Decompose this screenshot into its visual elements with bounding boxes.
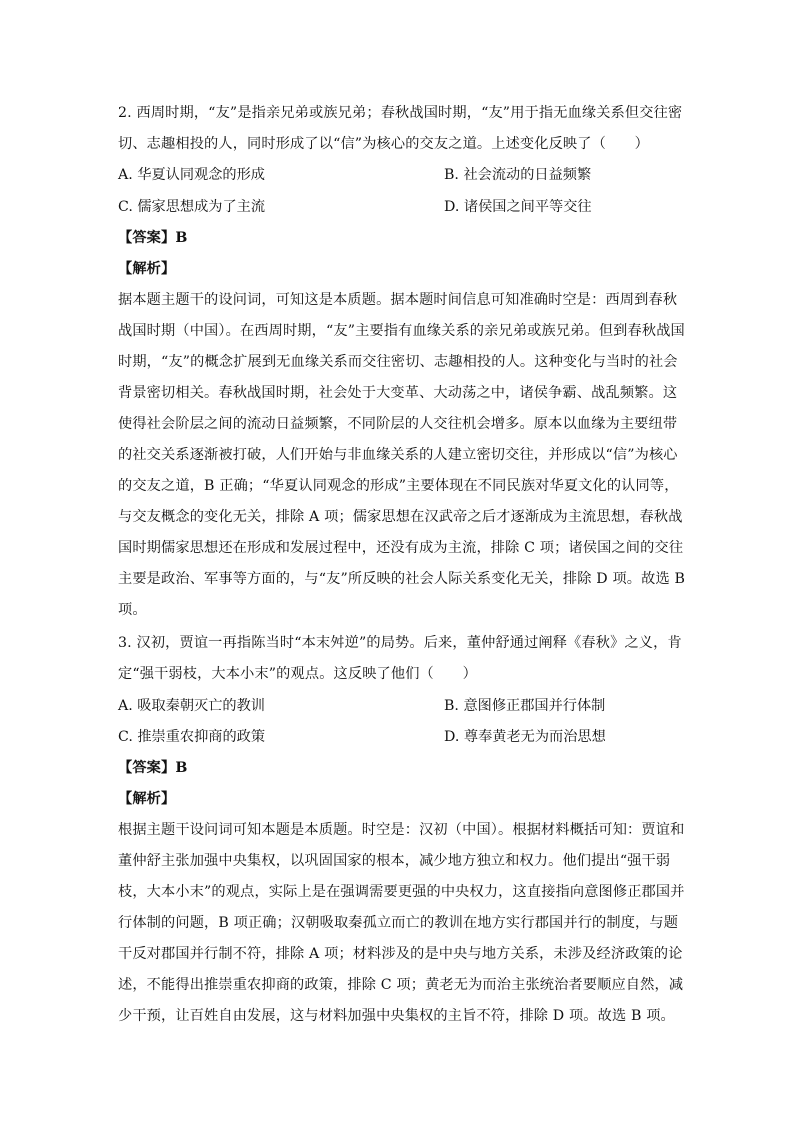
q2-analysis-line-9: 国时期儒家思想还在形成和发展过程中，还没有成为主流，排除 C 项；诸侯国之间的交往 xyxy=(118,540,684,556)
q2-analysis-line-8: 与交友概念的变化无关，排除 A 项；儒家思想在汉武帝之后才逐渐成为主流思想，春秋战 xyxy=(118,509,683,525)
q2-analysis-line-3: 时期，“友”的概念扩展到无血缘关系而交往密切、志趣相投的人。这种变化与当时的社会 xyxy=(118,354,678,370)
q3-stem-line-1: 3. 汉初，贾谊一再指陈当时“本末舛逆”的局势。后来，董仲舒通过阐释《春秋》之义，肯 xyxy=(118,635,682,651)
q2-analysis-line-5: 使得社会阶层之间的流动日益频繁，不同阶层的人交往机会增多。原本以血缘为主要纽带 xyxy=(118,416,678,432)
q2-analysis-line-11: 项。 xyxy=(118,602,147,618)
q2-analysis-line-6: 的社交关系逐渐被打破，人们开始与非血缘关系的人建立密切交往，并形成以“信”为核心 xyxy=(118,447,678,463)
q2-analysis-line-7: 的交友之道，B 正确；“华夏认同观念的形成”主要体现在不同民族对华夏文化的认同等， xyxy=(118,478,679,494)
q3-analysis-line-6: 述，不能得出推崇重农抑商的政策，排除 C 项；黄老无为而治主张统治者要顺应自然，减 xyxy=(118,977,684,993)
q3-analysis-line-2: 董仲舒主张加强中央集权，以巩固国家的根本，减少地方独立和权力。他们提出“强干弱 xyxy=(118,853,671,869)
q2-option-b: B. 社会流动的日益频繁 xyxy=(444,167,592,183)
q2-option-d: D. 诸侯国之间平等交往 xyxy=(444,199,592,215)
q2-stem-line-2: 切、志趣相投的人，同时形成了以“信”为核心的交友之道。上述变化反映了（ ） xyxy=(118,136,649,152)
q2-answer: 【答案】B xyxy=(118,230,188,246)
q2-option-c: C. 儒家思想成为了主流 xyxy=(118,199,266,215)
q3-analysis-heading: 【解析】 xyxy=(118,791,176,807)
q2-analysis-line-2: 战国时期（中国）。在西周时期，“友”主要指有血缘关系的亲兄弟或族兄弟。但到春秋战国 xyxy=(118,323,685,339)
q3-analysis-line-1: 根据主题干设问词可知本题是本质题。时空是：汉初（中国）。根据材料概括可知：贾谊和 xyxy=(118,822,685,838)
q3-analysis-line-5: 干反对郡国并行制不符，排除 A 项；材料涉及的是中央与地方关系，未涉及经济政策的论 xyxy=(118,946,683,962)
q3-analysis-line-3: 枝，大本小末”的观点，实际上是在强调需要更强的中央权力，这直接指向意图修正郡国并 xyxy=(118,884,685,900)
q2-option-a: A. 华夏认同观念的形成 xyxy=(118,167,265,183)
q3-analysis-line-4: 行体制的问题，B 项正确；汉朝吸取秦孤立而亡的教训在地方实行郡国并行的制度，与题 xyxy=(118,915,679,931)
q3-answer: 【答案】B xyxy=(118,760,188,776)
q2-stem-line-1: 2. 西周时期，“友”是指亲兄弟或族兄弟；春秋战国时期，“友”用于指无血缘关系但交往密 xyxy=(118,105,683,121)
q2-analysis-line-4: 背景密切相关。春秋战国时期，社会处于大变革、大动荡之中，诸侯争霸、战乱频繁。这 xyxy=(118,385,678,401)
q3-option-c: C. 推崇重农抑商的政策 xyxy=(118,729,266,745)
q3-analysis-line-7: 少干预，让百姓自由发展，这与材料加强中央集权的主旨不符，排除 D 项。故选 B 项。 xyxy=(118,1008,675,1024)
q2-analysis-line-10: 主要是政治、军事等方面的，与“友”所反映的社会人际关系变化无关，排除 D 项。故选 B xyxy=(118,571,686,587)
q3-option-d: D. 尊奉黄老无为而治思想 xyxy=(444,729,606,745)
q3-option-a: A. 吸取秦朝灭亡的教训 xyxy=(118,698,265,714)
q2-analysis-heading: 【解析】 xyxy=(118,261,176,277)
q2-analysis-line-1: 据本题主题干的设问词，可知这是本质题。据本题时间信息可知准确时空是：西周到春秋 xyxy=(118,292,678,308)
q3-stem-line-2: 定“强干弱枝，大本小末”的观点。这反映了他们（ ） xyxy=(118,666,477,682)
q3-option-b: B. 意图修正郡国并行体制 xyxy=(444,698,606,714)
